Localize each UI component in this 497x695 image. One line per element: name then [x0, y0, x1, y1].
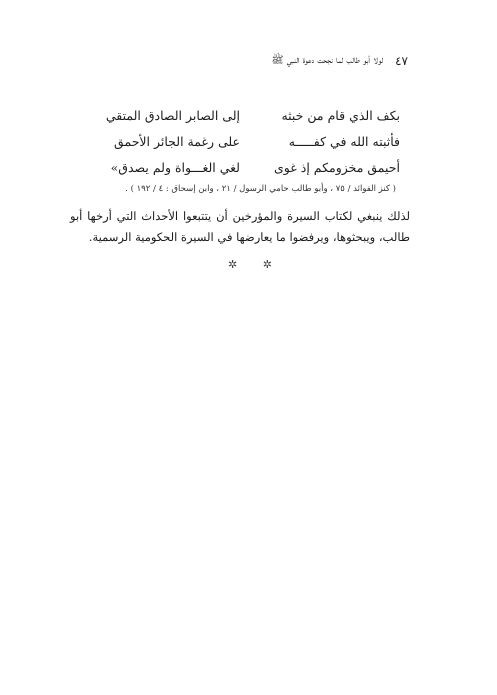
verse-first-hemistich: بكف الذي قام من خبثه [281, 107, 400, 123]
verse-first-hemistich: فأثبته الله في كفـــــه [288, 133, 400, 149]
body-paragraph-block [70, 206, 410, 248]
verse-second-hemistich: إلى الصابر الصادق المتقي [105, 107, 240, 123]
asterism-icon: ✲ [228, 257, 238, 271]
verse-first-hemistich: أحيمق مخزومكم إذ غوى [274, 159, 400, 175]
section-separator [228, 257, 272, 271]
poem-verse [100, 128, 400, 154]
asterism-icon: ✲ [262, 257, 272, 271]
verse-second-hemistich: لغي الغـــواة ولم يصدق» [110, 159, 240, 175]
running-title: لولا أبو طالب لما نجحت دعوة النبي ﷺ [271, 55, 384, 66]
verse-second-hemistich: على رغمة الجائر الأحمق [114, 133, 240, 149]
poem-verse [100, 154, 400, 180]
page-number: ٤٧ [395, 54, 408, 68]
body-paragraph: لذلك ينبغي لكتاب السيرة والمؤرخين أن يتتبعوا الأحداث التي أرخها أبو طالب، ويبحثوها، ويرفضوا ما يعارضها في السيرة الحكومية الرسمية. [70, 209, 410, 244]
page-header [72, 52, 408, 70]
citation-footnote: ( كنز الفوائد / ٧٥ ، وأبو طالب حامي الرسول / ٢١ ، وابن إسحاق : ٤ / ١٩٢ ) . [125, 184, 396, 194]
poem-block [100, 102, 400, 180]
poem-verse [100, 102, 400, 128]
